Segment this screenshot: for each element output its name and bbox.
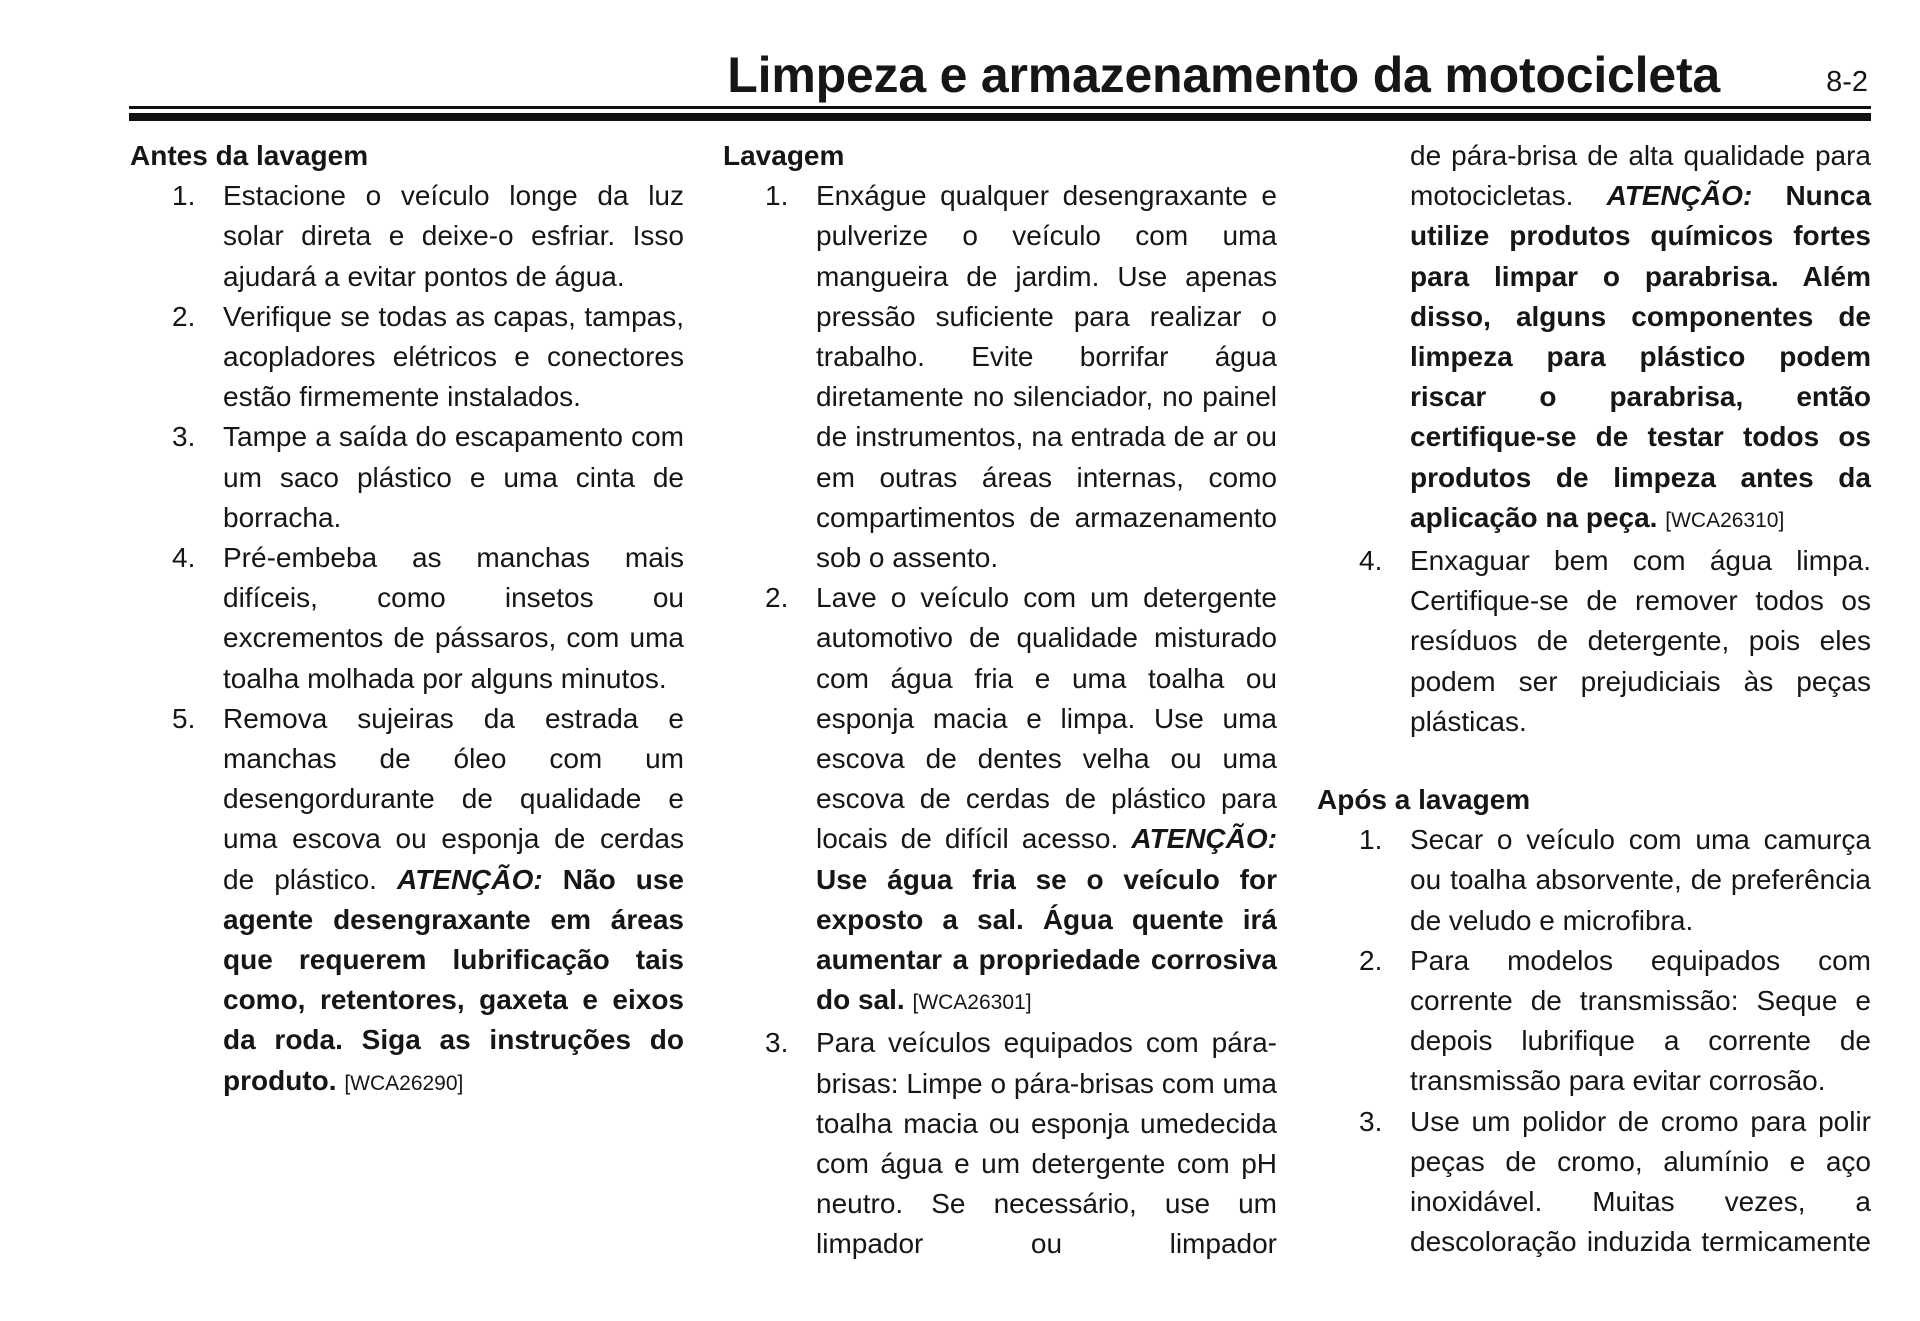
list-item: [130, 417, 684, 538]
warning-label: ATENÇÃO:: [1606, 180, 1753, 212]
item-number: 1.: [1359, 824, 1383, 856]
item-text: Enxaguar bem com água limpa. Certifique-se de remover todos os resíduos de detergente, pois eles podem ser prejudiciais às peças plásticas.: [1410, 545, 1871, 737]
warning-code: [WCA26310]: [1665, 508, 1785, 532]
section-heading-after-washing: Após a lavagem: [1317, 784, 1531, 816]
item-number: 4.: [1359, 545, 1383, 577]
item-number: 1.: [172, 180, 196, 212]
item-number: 1.: [765, 180, 789, 212]
list-item: [130, 699, 684, 1104]
list-item: [1317, 820, 1871, 941]
item-number: 3.: [172, 421, 196, 453]
column-3: [1317, 136, 1871, 1262]
item-text: Secar o veículo com uma camurça ou toalha absorvente, de preferência de veludo e microfibra.: [1410, 824, 1871, 936]
list-item: [1317, 1102, 1871, 1263]
warning-text: Nunca utilize produtos químicos fortes para limpar o parabrisa. Além disso, alguns componentes de limpeza para plástico podem riscar o parabrisa, então certifique-se de testar todos os produtos de limpeza antes da aplicação na peça.: [1410, 180, 1872, 533]
item-text: Verifique se todas as capas, tampas, acopladores elétricos e conectores estão firmemente instalados.: [223, 300, 684, 413]
warning-code: [WCA26301]: [912, 991, 1032, 1015]
item-text: Remova sujeiras da estrada e manchas de óleo com um desengordurante de qualidade e uma escova ou esponja de cerdas de plástico.: [223, 702, 684, 895]
item-text: Para modelos equipados com corrente de transmissão: Seque e depois lubrifique a corrente de transmissão para evitar corrosão.: [1410, 944, 1871, 1097]
warning-text: Use água fria se o veículo for exposto a sal. Água quente irá aumentar a propriedade corrosiva do sal.: [816, 863, 1277, 1016]
list-item: [723, 1023, 1277, 1264]
item-text: Para veículos equipados com pára-brisas: Limpe o pára-brisas com uma toalha macia ou esponja umedecida com água e um detergente com pH neutro. Se necessário, use um limpador ou limpador: [816, 1027, 1277, 1260]
list-item: [723, 578, 1277, 1023]
item-text: de pára-brisa de alta qualidade para motocicletas.: [1410, 140, 1871, 212]
item-number: 3.: [765, 1027, 789, 1059]
item-number: 2.: [1359, 944, 1383, 976]
item-number: 2.: [765, 582, 789, 614]
warning-label: ATENÇÃO:: [397, 863, 543, 895]
item-text: Estacione o veículo longe da luz solar direta e deixe-o esfriar. Isso ajudará a evitar pontos de água.: [223, 180, 684, 292]
list-item: [723, 176, 1277, 578]
item-number: 4.: [172, 542, 196, 574]
item-text: Use um polidor de cromo para polir peças de cromo, alumínio e aço inoxidável. Muitas vezes, a descoloração induzida termicamente: [1410, 1105, 1871, 1258]
list-item: [130, 297, 684, 418]
column-2: [723, 136, 1277, 1265]
item-number: 5.: [172, 702, 196, 734]
page-number: 8-2: [1826, 66, 1868, 98]
warning-code: [WCA26290]: [344, 1071, 464, 1095]
item-text: Tampe a saída do escapamento com um saco plástico e uma cinta de borracha.: [223, 421, 684, 533]
section-heading-washing: Lavagem: [723, 140, 845, 171]
list-item: [130, 176, 684, 297]
item-number: 2.: [172, 300, 196, 332]
header-rule-thin: [129, 106, 1871, 109]
page-title: Limpeza e armazenamento da motocicleta: [727, 47, 1720, 103]
item-number: 3.: [1359, 1105, 1383, 1137]
section-heading-before-washing: Antes da lavagem: [130, 140, 369, 171]
list-item: [130, 538, 684, 699]
item-text: Enxágue qualquer desengraxante e pulverize o veículo com uma mangueira de jardim. Use apenas pressão suficiente para realizar o trabalho. Evite borrifar água diretamente no silenciador, no painel de instrumentos, na entrada de ar ou em outras áreas internas, como compartimentos de armazenamento sob o assento.: [816, 180, 1277, 574]
warning-text: Não use agente desengraxante em áreas que requerem lubrificação tais como, retentores, gaxeta e eixos da roda. Siga as instruções do produto.: [223, 863, 684, 1096]
header-rule-thick: [129, 113, 1871, 121]
list-item-continuation: [1317, 136, 1871, 541]
column-1: [130, 136, 684, 1104]
list-item: [1317, 941, 1871, 1102]
list-item: [1317, 541, 1871, 742]
item-text: Lave o veículo com um detergente automotivo de qualidade misturado com água fria e uma toalha ou esponja macia e limpa. Use uma escova de dentes velha ou uma escova de cerdas de plástico para locais de difícil acesso.: [816, 582, 1277, 855]
warning-label: ATENÇÃO:: [1131, 823, 1278, 855]
item-text: Pré-embeba as manchas mais difíceis, como insetos ou excrementos de pássaros, com uma toalha molhada por alguns minutos.: [223, 542, 684, 694]
